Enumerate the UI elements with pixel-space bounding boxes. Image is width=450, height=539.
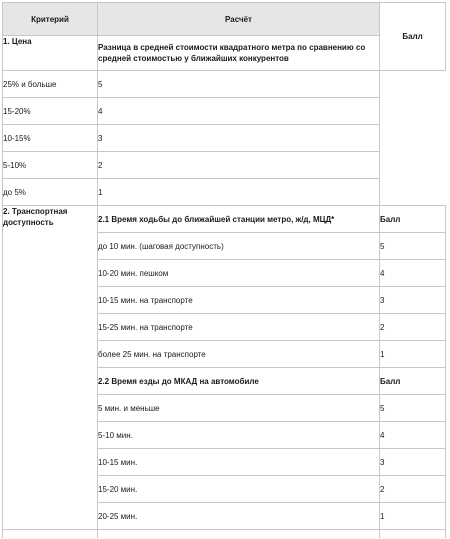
table-row xyxy=(3,125,446,152)
walk-subheader-row xyxy=(3,206,446,233)
score-cell: 4 xyxy=(380,422,446,449)
score-cell: 4 xyxy=(380,260,446,287)
table-row xyxy=(3,71,446,98)
score-cell: 4 xyxy=(98,98,380,125)
price-description-row xyxy=(3,36,446,71)
score-cell: 2 xyxy=(380,476,446,503)
range-cell: 5-10 мин. xyxy=(98,422,380,449)
table-row xyxy=(3,152,446,179)
table-header-row xyxy=(3,3,446,36)
header-criterion: Критерий xyxy=(3,3,98,36)
criterion-price-label: 1. Цена xyxy=(3,36,98,71)
range-cell: до 5% xyxy=(3,179,98,206)
table-row-continuation xyxy=(3,530,446,539)
range-cell: 25% и больше xyxy=(3,71,98,98)
range-cell: 10-15% xyxy=(3,125,98,152)
score-cell: 2 xyxy=(380,314,446,341)
range-cell: 5-10% xyxy=(3,152,98,179)
walk-subheader-score: Балл xyxy=(380,206,446,233)
continuation-cell xyxy=(380,530,446,539)
car-subheader-score: Балл xyxy=(380,368,446,395)
car-subheader-title: 2.2 Время езды до МКАД на автомобиле xyxy=(98,368,380,395)
score-cell: 5 xyxy=(380,395,446,422)
walk-subheader-title: 2.1 Время ходьбы до ближайшей станции метро, ж/д, МЦД* xyxy=(98,206,380,233)
continuation-cell xyxy=(98,530,380,539)
score-cell: 1 xyxy=(380,503,446,530)
price-description: Разница в средней стоимости квадратного метра по сравнению со средней стоимостью у ближайших конкурентов xyxy=(98,36,380,71)
range-cell: 15-20% xyxy=(3,98,98,125)
table-row xyxy=(3,179,446,206)
range-cell: 15-20 мин. xyxy=(98,476,380,503)
range-cell: 10-15 мин. на транспорте xyxy=(98,287,380,314)
header-calculation: Расчёт xyxy=(98,3,380,36)
score-cell: 3 xyxy=(98,125,380,152)
range-cell: 15-25 мин. на транспорте xyxy=(98,314,380,341)
score-cell: 1 xyxy=(380,341,446,368)
score-cell: 5 xyxy=(98,71,380,98)
continuation-cell xyxy=(3,530,98,539)
range-cell: до 10 мин. (шаговая доступность) xyxy=(98,233,380,260)
score-cell: 5 xyxy=(380,233,446,260)
range-cell: 20-25 мин. xyxy=(98,503,380,530)
score-cell: 3 xyxy=(380,449,446,476)
criterion-transport-label: 2. Транспортная доступность xyxy=(3,206,98,530)
header-score: Балл xyxy=(380,3,446,71)
criteria-table xyxy=(2,2,446,538)
range-cell: 10-20 мин. пешком xyxy=(98,260,380,287)
table-row xyxy=(3,98,446,125)
score-cell: 3 xyxy=(380,287,446,314)
score-cell: 2 xyxy=(98,152,380,179)
range-cell: 5 мин. и меньше xyxy=(98,395,380,422)
range-cell: более 25 мин. на транспорте xyxy=(98,341,380,368)
range-cell: 10-15 мин. xyxy=(98,449,380,476)
score-cell: 1 xyxy=(98,179,380,206)
